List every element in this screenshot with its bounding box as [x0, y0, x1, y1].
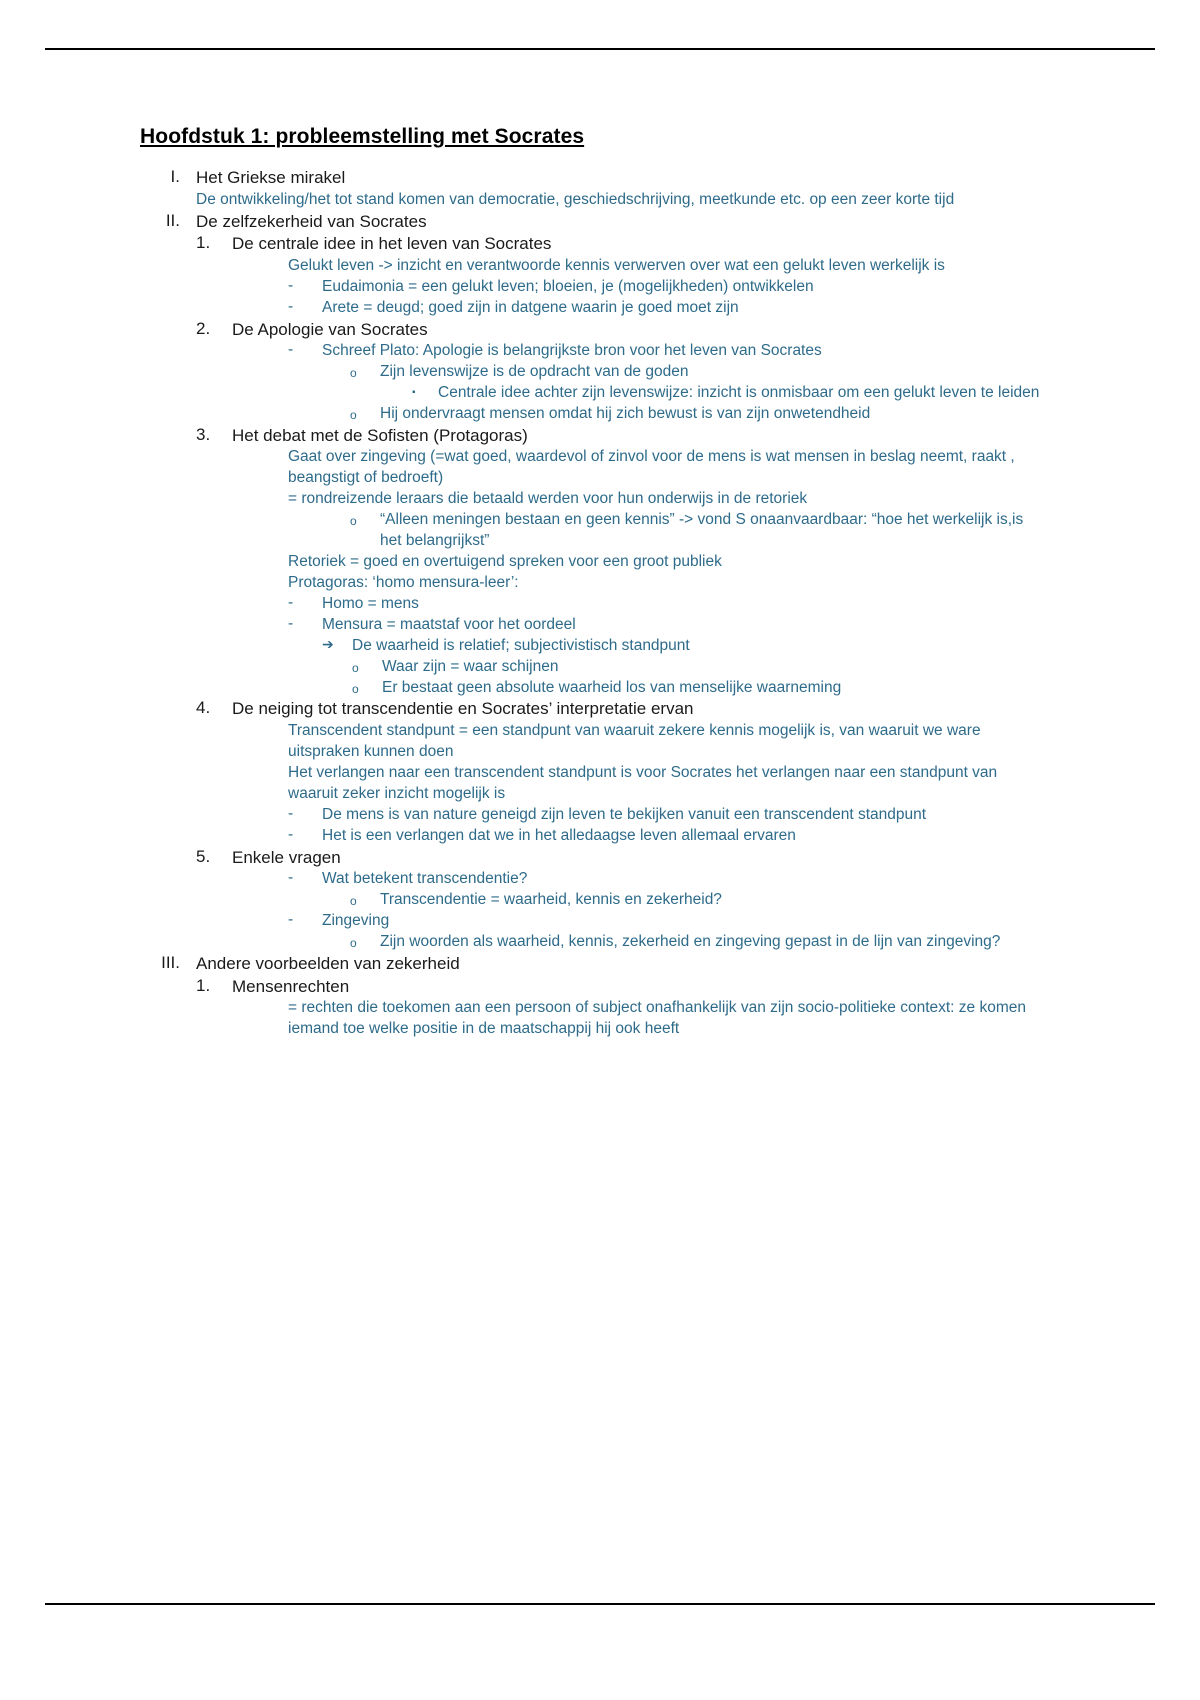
- list-item: [350, 890, 1040, 911]
- list-marker-number: 5.: [196, 846, 211, 866]
- circle-list: [350, 890, 1040, 911]
- dash-list: [288, 277, 1040, 319]
- list-item: [352, 657, 1040, 678]
- circle-list: [352, 657, 1040, 699]
- list-item-text: Wat betekent transcendentie?: [322, 870, 528, 888]
- subsection-note: = rechten die toekomen aan een persoon of subject onafhankelijk van zijn socio-politieke context: ze komen iemand toe welke positie in de maatschappij hij ook heeft: [288, 999, 1026, 1038]
- outline-item-numbered: [196, 698, 1040, 846]
- outline-item-numbered: [196, 319, 1040, 425]
- list-item: [350, 362, 1040, 404]
- list-item: [288, 277, 1040, 298]
- list-item-text: “Alleen meningen bestaan en geen kennis” -> vond S onaanvaardbaar: “hoe het werkelijk is,is het belangrijkst”: [380, 511, 1024, 550]
- list-item: [288, 869, 1040, 911]
- list-item-text: Transcendentie = waarheid, kennis en zekerheid?: [380, 891, 722, 909]
- outline-item-numbered: [196, 233, 1040, 318]
- subsection-heading: Enkele vragen: [232, 847, 341, 867]
- list-item-text: Mensura = maatstaf voor het oordeel: [322, 615, 576, 633]
- arrow-list: [322, 636, 1040, 699]
- section-heading: Het Griekse mirakel: [196, 168, 346, 187]
- subsection-note: = rondreizende leraars die betaald werden voor hun onderwijs in de retoriek: [288, 490, 808, 508]
- outline-item-roman: [140, 167, 1040, 211]
- dash-list: [288, 594, 1040, 699]
- list-marker-dash: -: [288, 593, 294, 611]
- subsection-note: Het verlangen naar een transcendent standpunt is voor Socrates het verlangen naar een standpunt van waaruit zeker inzicht mogelijk is: [288, 763, 998, 802]
- dash-list: [288, 805, 1040, 847]
- list-marker-number: 3.: [196, 424, 211, 444]
- section-note: De ontwikkeling/het tot stand komen van democratie, geschiedschrijving, meetkunde etc. op een zeer korte tijd: [196, 190, 955, 208]
- subsection-list: [196, 233, 1040, 953]
- list-item: [350, 510, 1040, 552]
- list-marker-dash: -: [288, 804, 294, 822]
- list-item-text: Zijn woorden als waarheid, kennis, zekerheid en zingeving gepast in de lijn van zingeving?: [380, 933, 1001, 950]
- circle-list: [350, 932, 1040, 953]
- list-item: [322, 636, 1040, 699]
- list-item-text: Zijn levenswijze is de opdracht van de goden: [380, 363, 689, 381]
- list-marker-square: ▪: [412, 386, 416, 398]
- dash-list: [288, 341, 1040, 425]
- list-item: [288, 341, 1040, 425]
- list-item: [288, 805, 1040, 826]
- subsection-note: Gelukt leven -> inzicht en verantwoorde kennis verwerven over wat een gelukt leven werkelijk is: [288, 256, 945, 274]
- list-marker-circle: o: [350, 366, 357, 381]
- list-marker-dash: -: [288, 614, 294, 632]
- list-item: [350, 404, 1040, 425]
- list-item: [412, 383, 1040, 404]
- outline-item-numbered: [196, 976, 1040, 1040]
- subsection-heading: Het debat met de Sofisten (Protagoras): [232, 425, 528, 445]
- section-heading: De zelfzekerheid van Socrates: [196, 211, 427, 231]
- list-marker-dash: -: [288, 341, 294, 359]
- outline-item-roman: [140, 953, 1040, 1040]
- subsection-heading: Mensenrechten: [232, 976, 350, 996]
- subsection-note: Protagoras: ‘homo mensura-leer’:: [288, 573, 519, 591]
- list-item-text: Hij ondervraagt mensen omdat hij zich bewust is van zijn onwetendheid: [380, 404, 871, 422]
- document-content: [140, 125, 1040, 1040]
- list-marker-number: 1.: [196, 233, 211, 253]
- list-item: [288, 594, 1040, 615]
- outline-item-numbered: [196, 847, 1040, 953]
- list-marker-circle: o: [350, 894, 357, 909]
- list-item: [352, 678, 1040, 699]
- list-item-text: Zingeving: [322, 912, 390, 930]
- list-marker-dash: -: [288, 825, 294, 843]
- list-item: [288, 826, 1040, 847]
- subsection-note: Transcendent standpunt = een standpunt van waaruit zekere kennis mogelijk is, van waaruit we ware uitspraken kunnen doen: [288, 722, 981, 761]
- list-marker-number: 1.: [196, 975, 211, 995]
- outline-root: [140, 167, 1040, 1040]
- list-item: [350, 932, 1040, 953]
- page-title: Hoofdstuk 1: probleemstelling met Socrates: [140, 125, 585, 148]
- subsection-list: [196, 976, 1040, 1040]
- subsection-heading: De neiging tot transcendentie en Socrates’ interpretatie ervan: [232, 699, 694, 719]
- list-item: [288, 298, 1040, 319]
- list-item-text: Eudaimonia = een gelukt leven; bloeien, je (mogelijkheden) ontwikkelen: [322, 277, 814, 295]
- list-marker-dash: -: [288, 911, 294, 929]
- list-item-text: Centrale idee achter zijn levenswijze: inzicht is onmisbaar om een gelukt leven te leiden: [438, 383, 1040, 401]
- list-item: [288, 911, 1040, 953]
- subsection-note: Gaat over zingeving (=wat goed, waardevol of zinvol voor de mens is wat mensen in beslag neemt, raakt , beangstigt of bedroeft): [288, 448, 1015, 487]
- list-marker-number: 2.: [196, 318, 211, 338]
- subsection-note: Retoriek = goed en overtuigend spreken voor een groot publiek: [288, 553, 722, 571]
- list-item-text: Waar zijn = waar schijnen: [382, 657, 559, 675]
- square-list: [412, 383, 1040, 404]
- footer-rule: [45, 1603, 1155, 1605]
- list-marker-circle: o: [350, 514, 357, 529]
- circle-list: [350, 362, 1040, 425]
- list-marker-number: 4.: [196, 698, 211, 718]
- list-marker-roman: III.: [161, 952, 180, 972]
- list-marker-dash: -: [288, 869, 294, 887]
- list-item-text: Schreef Plato: Apologie is belangrijkste bron voor het leven van Socrates: [322, 342, 822, 360]
- list-marker-circle: o: [352, 660, 359, 675]
- outline-item-roman: [140, 211, 1040, 953]
- dash-list: [288, 869, 1040, 953]
- list-item: [288, 615, 1040, 699]
- header-rule: [45, 48, 1155, 50]
- list-item-text: Er bestaat geen absolute waarheid los van menselijke waarneming: [382, 678, 842, 696]
- list-marker-dash: -: [288, 297, 294, 315]
- list-marker-dash: -: [288, 276, 294, 294]
- list-item-text: Het is een verlangen dat we in het alledaagse leven allemaal ervaren: [322, 826, 796, 844]
- subsection-heading: De centrale idee in het leven van Socrates: [232, 234, 552, 254]
- section-heading: Andere voorbeelden van zekerheid: [196, 953, 460, 973]
- list-item-text: De waarheid is relatief; subjectivistisch standpunt: [352, 636, 690, 654]
- circle-list: [350, 510, 1040, 552]
- list-marker-circle: o: [350, 407, 357, 422]
- arrow-icon: ➔: [322, 635, 334, 652]
- list-marker-circle: o: [352, 681, 359, 696]
- list-item-text: De mens is van nature geneigd zijn leven te bekijken vanuit een transcendent standpunt: [322, 805, 927, 823]
- list-marker-circle: o: [350, 936, 357, 950]
- subsection-heading: De Apologie van Socrates: [232, 319, 428, 339]
- outline-item-numbered: [196, 425, 1040, 699]
- list-item-text: Homo = mens: [322, 594, 419, 612]
- list-item-text: Arete = deugd; goed zijn in datgene waarin je goed moet zijn: [322, 298, 739, 316]
- list-marker-roman: I.: [170, 167, 180, 186]
- list-marker-roman: II.: [165, 210, 180, 230]
